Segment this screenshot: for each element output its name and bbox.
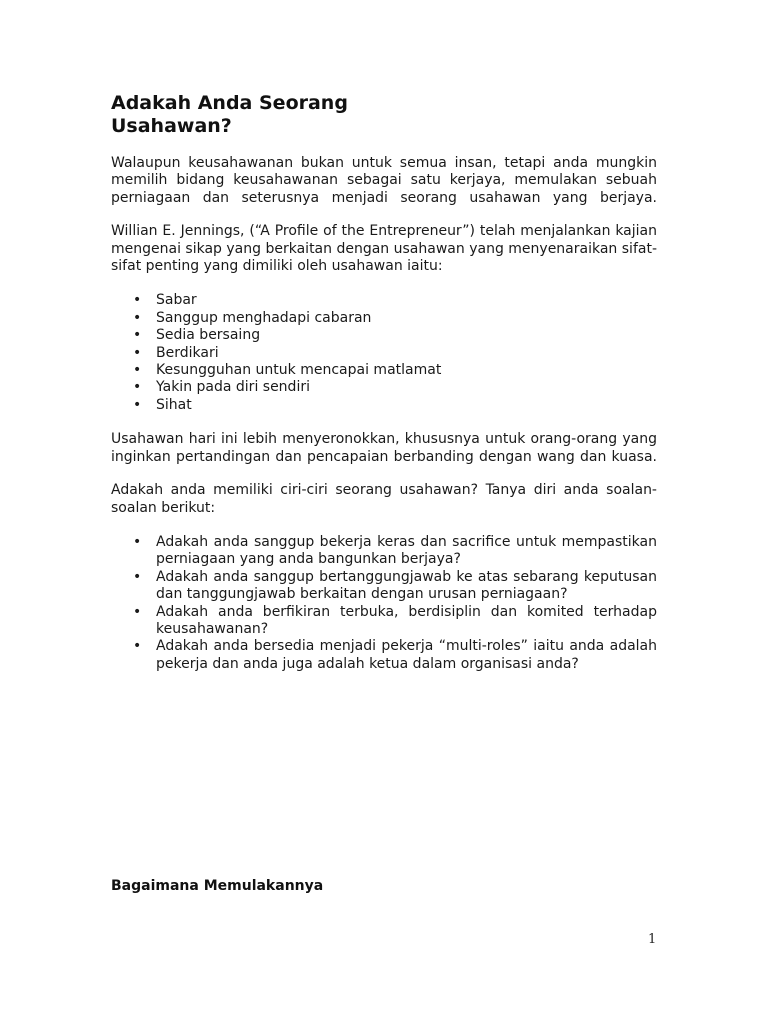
bullet-icon: • — [133, 603, 142, 620]
bullet-icon: • — [133, 327, 142, 344]
page-title-line-2: Usahawan? — [111, 114, 232, 137]
paragraph-intro: Walaupun keusahawanan bukan untuk semua insan, tetapi anda mungkin memilih bidang keusahawanan sebagai satu kerjaya, memulakan sebuah perniagaan dan seterusnya menjadi seorang usahawan yang berjaya. — [111, 155, 657, 206]
bullet-icon: • — [133, 379, 142, 396]
bullet-icon: • — [133, 344, 142, 361]
section-heading: Bagaimana Memulakannya — [111, 878, 324, 894]
list-item: • Adakah anda sanggup bertanggungjawab ke atas sebarang keputusan dan tanggungjawab berkaitan dengan urusan perniagaan? — [133, 568, 657, 603]
list-item: • Adakah anda bersedia menjadi pekerja “multi-roles” iaitu anda adalah pekerja dan anda juga adalah ketua dalam organisasi anda? — [133, 638, 657, 672]
paragraph-jennings: Willian E. Jennings, (“A Profile of the Entrepreneur”) telah menjalankan kajian mengenai sikap yang berkaitan dengan usahawan yang menyenaraikan sifat-sifat penting yang dimiliki oleh usahawan iaitu: — [111, 223, 657, 275]
bullet-icon: • — [133, 362, 142, 379]
bullet-icon: • — [133, 568, 142, 585]
bullet-icon: • — [133, 638, 142, 655]
list-item: • Yakin pada diri sendiri — [133, 379, 310, 396]
questions-list — [111, 534, 657, 673]
list-item: • Sabar — [133, 292, 197, 309]
document-content — [111, 92, 657, 673]
list-item: • Sanggup menghadapi cabaran — [133, 309, 372, 326]
list-item: • Berdikari — [133, 344, 219, 361]
bullet-icon: • — [133, 309, 142, 326]
page-title-line-1: Adakah Anda Seorang — [111, 92, 348, 114]
bullet-icon: • — [133, 533, 142, 550]
list-item: • Adakah anda sanggup bekerja keras dan sacrifice untuk mempastikan perniagaan yang anda bangunkan berjaya? — [133, 533, 657, 568]
page-number: 1 — [648, 932, 657, 947]
list-item: • Adakah anda berfikiran terbuka, berdisiplin dan komited terhadap keusahawanan? — [133, 603, 657, 637]
page-title — [111, 92, 657, 137]
traits-list — [111, 292, 657, 414]
paragraph-today: Usahawan hari ini lebih menyeronokkan, khususnya untuk orang-orang yang inginkan pertandingan dan pencapaian berbanding dengan wang dan kuasa. — [111, 431, 657, 465]
list-item: • Sedia bersaing — [133, 327, 261, 344]
bullet-icon: • — [133, 396, 142, 413]
paragraph-question-intro: Adakah anda memiliki ciri-ciri seorang usahawan? Tanya diri anda soalan-soalan berikut: — [111, 482, 657, 516]
list-item: • Sihat — [133, 396, 192, 413]
list-item: • Kesungguhan untuk mencapai matlamat — [133, 362, 442, 379]
bullet-icon: • — [133, 292, 142, 309]
